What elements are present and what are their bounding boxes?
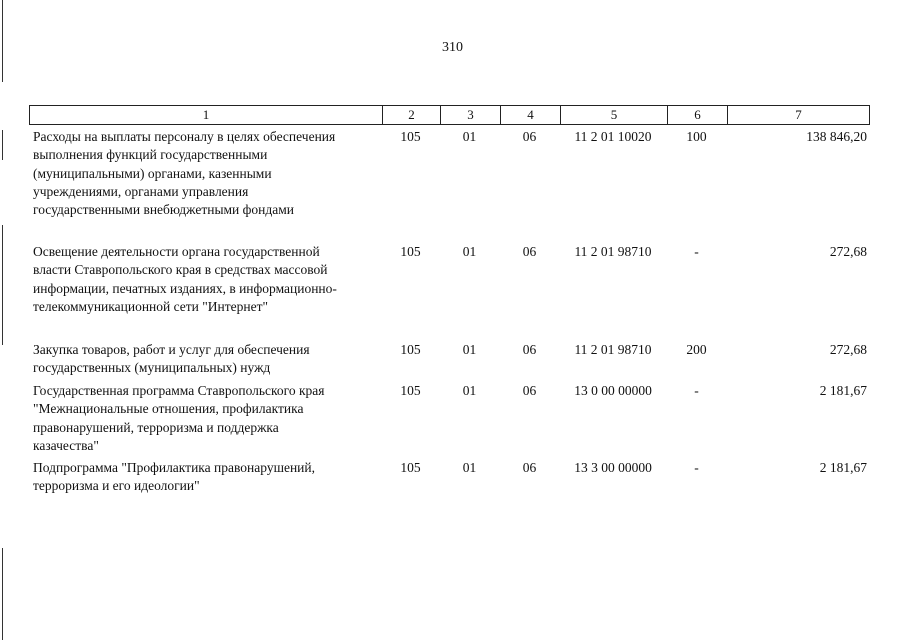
description-line: государственных (муниципальных) нужд [33, 360, 271, 376]
column-header-5: 5 [561, 106, 668, 124]
description-line: учреждениями, органами управления [33, 183, 249, 199]
cell-col-2: 105 [400, 342, 421, 357]
description-line: правонарушений, терроризма и поддержка [33, 419, 279, 435]
column-header-2: 2 [383, 106, 441, 124]
cell-col-6: - [694, 244, 699, 259]
cell-col-6: - [694, 460, 699, 475]
cell-col-5: 11 2 01 98710 [574, 342, 652, 357]
description-line: Освещение деятельности органа государственной [33, 244, 320, 259]
cell-col-4: 06 [522, 342, 537, 357]
row-description [33, 341, 388, 378]
cell-col-7: 272,68 [829, 342, 867, 357]
cell-col-4: 06 [522, 460, 537, 475]
description-line: Государственная программа Ставропольского края [33, 383, 325, 398]
cell-col-2: 105 [400, 383, 421, 398]
description-line: Закупка товаров, работ и услуг для обеспечения [33, 342, 310, 357]
column-header-7: 7 [795, 107, 802, 122]
cell-col-2: 105 [400, 460, 421, 475]
description-line: информации, печатных изданиях, в информационно- [33, 280, 337, 296]
cell-col-2: 105 [400, 129, 421, 144]
row-description [33, 128, 388, 219]
description-line: (муниципальными) органами, казенными [33, 165, 272, 181]
description-line: телекоммуникационной сети "Интернет" [33, 298, 269, 314]
cell-col-3: 01 [462, 244, 477, 259]
row-description [33, 382, 388, 455]
description-line: "Межнациональные отношения, профилактика [33, 401, 304, 417]
column-header-6: 6 [668, 106, 728, 124]
cell-col-6: 200 [686, 342, 707, 357]
column-header-1: 1 [30, 106, 383, 124]
left-margin-line [2, 225, 3, 345]
cell-col-2: 105 [400, 244, 421, 259]
cell-col-4: 06 [522, 383, 537, 398]
cell-col-3: 01 [462, 383, 477, 398]
left-margin-line [2, 130, 3, 160]
description-line: власти Ставропольского края в средствах массовой [33, 262, 328, 278]
cell-col-7: 138 846,20 [806, 129, 867, 144]
cell-col-7: 272,68 [829, 244, 867, 259]
cell-col-5: 13 3 00 00000 [574, 460, 652, 475]
cell-col-5: 11 2 01 98710 [574, 244, 652, 259]
description-line: выполнения функций государственными [33, 147, 268, 163]
cell-col-7: 2 181,67 [819, 460, 867, 475]
description-line: Расходы на выплаты персоналу в целях обеспечения [33, 129, 336, 144]
row-description [33, 243, 388, 316]
cell-col-3: 01 [462, 460, 477, 475]
description-line: Подпрограмма "Профилактика правонарушений, [33, 460, 316, 475]
cell-col-4: 06 [522, 129, 537, 144]
description-line: казачества" [33, 437, 99, 453]
table-header-row [29, 105, 870, 125]
cell-col-6: - [694, 383, 699, 398]
cell-col-5: 13 0 00 00000 [574, 383, 652, 398]
cell-col-5: 11 2 01 10020 [574, 129, 652, 144]
column-header-3: 3 [441, 106, 501, 124]
description-line: государственными внебюджетными фондами [33, 202, 295, 218]
cell-col-3: 01 [462, 129, 477, 144]
left-margin-line [2, 548, 3, 640]
cell-col-3: 01 [462, 342, 477, 357]
page-number: 310 [442, 40, 463, 55]
cell-col-4: 06 [522, 244, 537, 259]
column-header-4: 4 [501, 106, 561, 124]
row-description [33, 459, 388, 496]
cell-col-6: 100 [686, 129, 707, 144]
description-line: терроризма и его идеологии" [33, 478, 200, 494]
cell-col-7: 2 181,67 [819, 383, 867, 398]
